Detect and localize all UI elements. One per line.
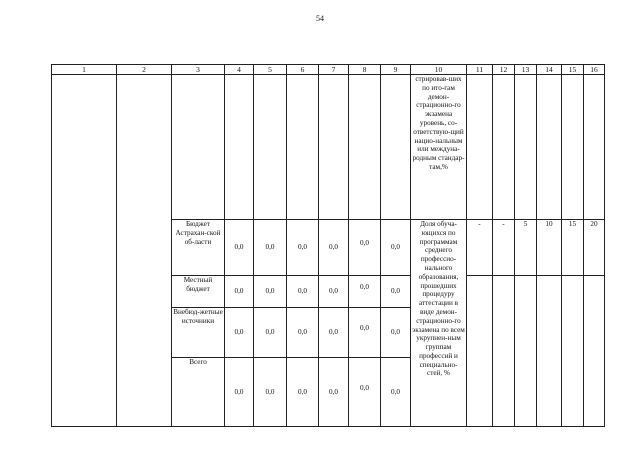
header-cell: 4 [225, 65, 254, 75]
header-cell: 13 [515, 65, 537, 75]
header-cell: 5 [254, 65, 287, 75]
header-cell: 9 [381, 65, 411, 75]
header-cell: 10 [411, 65, 467, 75]
value-cell: 0,0 [287, 276, 319, 308]
value-cell: 0,0 [254, 308, 287, 358]
header-cell: 2 [117, 65, 172, 75]
target-cell: 20 [584, 220, 605, 276]
header-cell: 16 [584, 65, 605, 75]
funding-source: Бюджет Астрахан-ской об-ласти [172, 220, 225, 276]
value-cell: 0,0 [319, 358, 349, 427]
indicator-text: Доля обуча-ющихся по программам среднего профессио-нального образования, прошедших процедуру аттестации в виде демон-страционно-го экзамена по всем укрупнен-ным группам профессий и специально-стей, % [411, 220, 467, 427]
value-cell: 0,0 [225, 276, 254, 308]
header-cell: 8 [349, 65, 381, 75]
col1-cell [52, 75, 117, 427]
target-cell: 10 [537, 220, 562, 276]
target-cell: 5 [515, 220, 537, 276]
header-cell: 3 [172, 65, 225, 75]
value-cell: 0,0 [225, 220, 254, 276]
value-cell: 0,0 [319, 276, 349, 308]
value-cell: 0,0 [254, 358, 287, 427]
value-cell: 0,0 [287, 358, 319, 427]
value-cell: 0,0 [287, 220, 319, 276]
value-cell: 0,0 [360, 324, 369, 333]
value-cell: 0,0 [225, 308, 254, 358]
funding-source: Внебюд-жетные источники [172, 308, 225, 358]
value-cell: 0,0 [381, 220, 411, 276]
target-cell: - [493, 220, 515, 276]
header-cell: 12 [493, 65, 515, 75]
value-cell: 0,0 [360, 283, 369, 292]
value-cell: 0,0 [360, 383, 369, 392]
value-cell: 0,0 [381, 276, 411, 308]
header-cell: 15 [562, 65, 584, 75]
header-cell: 7 [319, 65, 349, 75]
funding-source: Всего [172, 358, 225, 427]
col2-cell [117, 75, 172, 427]
header-row [52, 65, 605, 75]
value-cell: 0,0 [360, 239, 369, 248]
header-cell: 14 [537, 65, 562, 75]
value-cell: 0,0 [287, 308, 319, 358]
value-cell: 0,0 [381, 308, 411, 358]
value-cell: 0,0 [319, 308, 349, 358]
value-cell: 0,0 [254, 276, 287, 308]
indicator-text-continued: стрировав-ших по ито-гам демон-страционно-го экзамена уровень, со-ответствую-щий нацио-нальным или междуна-родным стандар-там,% [411, 75, 467, 220]
value-cell: 0,0 [254, 220, 287, 276]
funding-source: Местный бюджет [172, 276, 225, 308]
header-cell: 1 [52, 65, 117, 75]
value-cell: 0,0 [381, 358, 411, 427]
table-row-continuation [52, 75, 605, 220]
header-cell: 6 [287, 65, 319, 75]
value-cell: 0,0 [225, 358, 254, 427]
value-cell: 0,0 [319, 220, 349, 276]
header-cell: 11 [467, 65, 493, 75]
target-cell: - [467, 220, 493, 276]
budget-indicator-table [51, 64, 605, 427]
target-cell: 15 [562, 220, 584, 276]
page-number: 54 [316, 14, 324, 23]
